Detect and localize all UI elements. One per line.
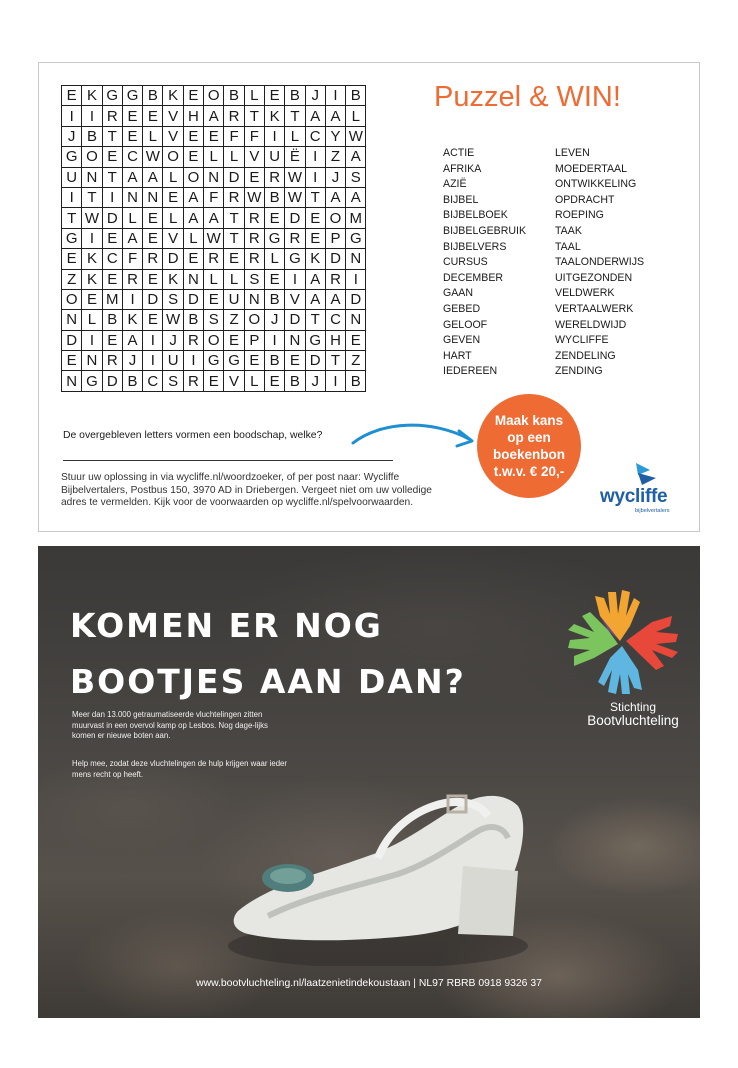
- grid-cell: E: [183, 126, 203, 146]
- grid-cell: D: [346, 289, 366, 309]
- grid-cell: T: [102, 126, 122, 146]
- grid-cell: E: [346, 330, 366, 350]
- word-list-column-2: [555, 146, 644, 380]
- grid-cell: B: [122, 371, 142, 391]
- word-list-item: ZENDELING: [555, 349, 616, 362]
- grid-cell: Z: [325, 147, 345, 167]
- word-list-item: ONTWIKKELING: [555, 178, 637, 191]
- grid-cell: E: [143, 310, 163, 330]
- grid-cell: K: [82, 86, 102, 106]
- puzzle-card: [38, 62, 700, 532]
- wycliffe-logo: [598, 461, 684, 521]
- grid-cell: G: [102, 86, 122, 106]
- grid-cell: A: [305, 269, 325, 289]
- grid-cell: D: [183, 289, 203, 309]
- grid-row: [62, 167, 366, 187]
- grid-cell: W: [244, 187, 264, 207]
- grid-cell: B: [264, 187, 284, 207]
- grid-cell: W: [346, 126, 366, 146]
- grid-cell: I: [305, 167, 325, 187]
- grid-cell: J: [62, 126, 82, 146]
- grid-cell: V: [163, 126, 183, 146]
- grid-cell: E: [305, 208, 325, 228]
- grid-cell: W: [204, 228, 224, 248]
- grid-cell: D: [102, 371, 122, 391]
- grid-cell: E: [264, 86, 284, 106]
- grid-cell: B: [143, 86, 163, 106]
- grid-cell: I: [143, 351, 163, 371]
- grid-cell: T: [325, 351, 345, 371]
- grid-cell: E: [204, 289, 224, 309]
- grid-cell: L: [204, 147, 224, 167]
- grid-cell: A: [305, 106, 325, 126]
- grid-cell: F: [224, 126, 244, 146]
- grid-cell: T: [305, 187, 325, 207]
- word-list-item: BIJBEL: [443, 193, 479, 206]
- grid-cell: A: [325, 187, 345, 207]
- grid-cell: L: [264, 249, 284, 269]
- grid-cell: N: [82, 167, 102, 187]
- word-list-item: MOEDERTAAL: [555, 162, 628, 175]
- grid-cell: H: [183, 106, 203, 126]
- grid-cell: E: [224, 330, 244, 350]
- grid-cell: K: [122, 310, 142, 330]
- grid-cell: J: [305, 371, 325, 391]
- grid-cell: C: [122, 147, 142, 167]
- grid-cell: A: [325, 106, 345, 126]
- grid-cell: I: [264, 330, 284, 350]
- grid-cell: R: [183, 330, 203, 350]
- grid-cell: B: [183, 310, 203, 330]
- headline-line-1: KOMEN ER NOG: [70, 606, 383, 645]
- grid-cell: U: [224, 289, 244, 309]
- word-list-item: WYCLIFFE: [555, 334, 609, 347]
- grid-cell: R: [102, 351, 122, 371]
- grid-cell: E: [183, 86, 203, 106]
- grid-row: [62, 351, 366, 371]
- ad-paragraph-2: Help mee, zodat deze vluchtelingen de hulp krijgen waar ieder mens recht op heeft.: [72, 759, 287, 779]
- grid-cell: I: [346, 269, 366, 289]
- grid-cell: C: [102, 249, 122, 269]
- grid-cell: E: [224, 249, 244, 269]
- grid-cell: D: [305, 351, 325, 371]
- grid-cell: J: [122, 351, 142, 371]
- grid-cell: N: [204, 167, 224, 187]
- grid-cell: G: [224, 351, 244, 371]
- grid-row: [62, 228, 366, 248]
- grid-cell: T: [102, 167, 122, 187]
- word-list-item: VERTAALWERK: [555, 302, 634, 315]
- grid-cell: E: [102, 147, 122, 167]
- grid-cell: V: [163, 228, 183, 248]
- grid-cell: I: [62, 187, 82, 207]
- grid-cell: L: [244, 371, 264, 391]
- word-list-item: ACTIE: [443, 147, 475, 159]
- grid-cell: E: [122, 126, 142, 146]
- grid-cell: F: [122, 249, 142, 269]
- grid-cell: H: [325, 330, 345, 350]
- grid-cell: K: [82, 269, 102, 289]
- grid-cell: K: [163, 269, 183, 289]
- word-list-item: GEBED: [443, 302, 481, 315]
- grid-cell: G: [264, 228, 284, 248]
- grid-cell: A: [346, 187, 366, 207]
- grid-cell: E: [244, 167, 264, 187]
- grid-cell: N: [62, 310, 82, 330]
- grid-cell: O: [204, 330, 224, 350]
- grid-cell: E: [143, 228, 163, 248]
- grid-cell: C: [325, 310, 345, 330]
- grid-cell: I: [102, 187, 122, 207]
- grid-cell: E: [264, 371, 284, 391]
- grid-cell: B: [102, 310, 122, 330]
- grid-cell: N: [183, 269, 203, 289]
- word-list-item: AZIË: [443, 178, 467, 191]
- grid-cell: O: [183, 167, 203, 187]
- grid-cell: R: [285, 228, 305, 248]
- grid-cell: P: [244, 330, 264, 350]
- grid-cell: E: [183, 249, 203, 269]
- ad-paragraph-1: Meer dan 13.000 getraumatiseerde vluchtelingen zitten muurvast in een overvol kamp op Lesbos. Nog dage-lijks komen er nieuwe boten aan.: [72, 710, 268, 741]
- grid-cell: L: [285, 126, 305, 146]
- grid-cell: G: [62, 147, 82, 167]
- grid-cell: R: [244, 249, 264, 269]
- logo-wordmark: wycliffe: [600, 486, 668, 507]
- grid-row: [62, 208, 366, 228]
- grid-row: [62, 371, 366, 391]
- grid-cell: E: [183, 147, 203, 167]
- grid-cell: N: [244, 289, 264, 309]
- grid-cell: A: [183, 187, 203, 207]
- grid-cell: R: [224, 187, 244, 207]
- grid-cell: N: [82, 351, 102, 371]
- grid-cell: K: [305, 249, 325, 269]
- word-list-item: BIJBELGEBRUIK: [443, 224, 527, 237]
- grid-cell: T: [224, 228, 244, 248]
- grid-cell: I: [82, 330, 102, 350]
- grid-cell: L: [204, 269, 224, 289]
- grid-cell: D: [224, 167, 244, 187]
- grid-cell: W: [143, 147, 163, 167]
- grid-cell: E: [102, 269, 122, 289]
- grid-cell: T: [305, 310, 325, 330]
- grid-cell: S: [163, 289, 183, 309]
- advertisement-card: [38, 546, 700, 1018]
- grid-cell: T: [285, 106, 305, 126]
- grid-cell: V: [224, 371, 244, 391]
- grid-cell: E: [143, 269, 163, 289]
- grid-cell: T: [82, 187, 102, 207]
- grid-cell: I: [62, 106, 82, 126]
- word-list-item: CURSUS: [443, 256, 488, 269]
- grid-cell: N: [62, 371, 82, 391]
- grid-cell: S: [244, 269, 264, 289]
- grid-row: [62, 147, 366, 167]
- grid-row: [62, 86, 366, 106]
- grid-cell: L: [143, 126, 163, 146]
- grid-cell: N: [285, 330, 305, 350]
- grid-cell: S: [346, 167, 366, 187]
- colored-hands-logo-icon: [560, 586, 690, 696]
- grid-cell: O: [244, 310, 264, 330]
- grid-cell: A: [325, 289, 345, 309]
- grid-cell: A: [204, 208, 224, 228]
- grid-cell: E: [305, 228, 325, 248]
- grid-cell: R: [244, 228, 264, 248]
- headline-line-2: BOOTJES AAN DAN?: [70, 662, 466, 701]
- grid-cell: G: [204, 351, 224, 371]
- grid-cell: G: [122, 86, 142, 106]
- grid-cell: Z: [62, 269, 82, 289]
- grid-cell: I: [183, 351, 203, 371]
- grid-row: [62, 106, 366, 126]
- grid-cell: D: [62, 330, 82, 350]
- prize-line-2: op een: [507, 430, 551, 445]
- grid-cell: R: [102, 106, 122, 126]
- grid-cell: D: [143, 289, 163, 309]
- grid-cell: V: [285, 289, 305, 309]
- ad-headline: [70, 598, 466, 710]
- grid-cell: Ë: [285, 147, 305, 167]
- prize-line-4: t.w.v. € 20,-: [493, 464, 565, 479]
- grid-row: [62, 187, 366, 207]
- word-list-item: TAAK: [555, 224, 582, 237]
- grid-cell: E: [244, 351, 264, 371]
- grid-cell: S: [163, 371, 183, 391]
- grid-cell: A: [204, 106, 224, 126]
- grid-cell: E: [62, 86, 82, 106]
- word-list-item: ZENDING: [555, 365, 603, 378]
- grid-cell: E: [204, 371, 224, 391]
- grid-cell: R: [204, 249, 224, 269]
- grid-cell: W: [82, 208, 102, 228]
- grid-cell: A: [305, 289, 325, 309]
- prize-line-1: Maak kans: [494, 413, 564, 428]
- grid-cell: L: [183, 228, 203, 248]
- grid-cell: J: [264, 310, 284, 330]
- grid-cell: O: [163, 147, 183, 167]
- grid-cell: A: [346, 147, 366, 167]
- grid-cell: Z: [224, 310, 244, 330]
- word-list-item: HART: [443, 349, 472, 362]
- grid-cell: I: [305, 147, 325, 167]
- grid-cell: J: [163, 330, 183, 350]
- grid-cell: D: [163, 249, 183, 269]
- word-list-item: LEVEN: [555, 147, 590, 159]
- org-line-1: Stichting: [609, 700, 657, 714]
- grid-row: [62, 310, 366, 330]
- grid-cell: R: [143, 249, 163, 269]
- grid-cell: N: [346, 249, 366, 269]
- grid-cell: O: [82, 147, 102, 167]
- grid-cell: J: [325, 167, 345, 187]
- word-search-grid: [61, 85, 366, 392]
- grid-cell: E: [264, 269, 284, 289]
- grid-row: [62, 126, 366, 146]
- grid-cell: G: [82, 371, 102, 391]
- grid-cell: R: [183, 371, 203, 391]
- grid-cell: W: [163, 310, 183, 330]
- curved-arrow-icon: [351, 419, 481, 453]
- grid-cell: Z: [346, 351, 366, 371]
- grid-cell: I: [143, 330, 163, 350]
- logo-subtitle: bijbelvertalers: [635, 508, 670, 514]
- grid-cell: N: [143, 187, 163, 207]
- grid-cell: O: [325, 208, 345, 228]
- grid-cell: E: [285, 351, 305, 371]
- grid-cell: U: [264, 147, 284, 167]
- grid-cell: A: [183, 208, 203, 228]
- grid-cell: E: [82, 289, 102, 309]
- grid-cell: W: [285, 167, 305, 187]
- grid-cell: D: [285, 208, 305, 228]
- prize-badge: [477, 394, 581, 498]
- grid-cell: K: [82, 249, 102, 269]
- word-list-item: ROEPING: [555, 209, 604, 222]
- grid-cell: O: [62, 289, 82, 309]
- grid-cell: G: [346, 228, 366, 248]
- grid-cell: D: [325, 249, 345, 269]
- grid-cell: C: [143, 371, 163, 391]
- grid-cell: B: [346, 86, 366, 106]
- grid-cell: L: [244, 86, 264, 106]
- submission-instructions: Stuur uw oplossing in via wycliffe.nl/woordzoeker, of per post naar: Wycliffe Bijbelvertalers, Postbus 150, 3970 AD in Driebergen. Vergeet niet om uw volledige adres te vermelden. Kijk voor de voorwaarden op wycliffe.nl/spelvoorwaarden.: [61, 472, 432, 509]
- grid-cell: L: [163, 167, 183, 187]
- wycliffe-mark-icon: [598, 461, 684, 489]
- grid-cell: A: [143, 167, 163, 187]
- grid-cell: F: [204, 187, 224, 207]
- grid-cell: L: [122, 208, 142, 228]
- grid-cell: E: [143, 208, 163, 228]
- grid-cell: I: [264, 126, 284, 146]
- grid-cell: E: [204, 126, 224, 146]
- grid-cell: B: [82, 126, 102, 146]
- grid-cell: M: [102, 289, 122, 309]
- word-list-item: TAALONDERWIJS: [555, 256, 645, 269]
- grid-cell: R: [122, 269, 142, 289]
- grid-cell: Y: [325, 126, 345, 146]
- word-list-column-1: [443, 146, 526, 380]
- grid-cell: N: [346, 310, 366, 330]
- grid-cell: E: [102, 228, 122, 248]
- grid-cell: E: [62, 249, 82, 269]
- word-list-item: AFRIKA: [443, 162, 482, 175]
- grid-cell: L: [82, 310, 102, 330]
- organization-name: [578, 701, 688, 727]
- grid-cell: M: [346, 208, 366, 228]
- grid-cell: I: [82, 228, 102, 248]
- word-list-item: IEDEREEN: [443, 365, 498, 378]
- grid-cell: O: [204, 86, 224, 106]
- grid-cell: G: [62, 228, 82, 248]
- grid-cell: D: [102, 208, 122, 228]
- grid-cell: F: [244, 126, 264, 146]
- grid-cell: A: [122, 330, 142, 350]
- grid-cell: G: [305, 330, 325, 350]
- word-list-item: GEVEN: [443, 334, 481, 347]
- grid-cell: I: [325, 86, 345, 106]
- grid-cell: P: [325, 228, 345, 248]
- grid-cell: T: [62, 208, 82, 228]
- grid-cell: E: [122, 106, 142, 126]
- grid-cell: R: [244, 208, 264, 228]
- grid-cell: B: [264, 351, 284, 371]
- message-prompt: De overgebleven letters vormen een boodschap, welke?: [63, 430, 323, 441]
- word-list-item: BIJBELBOEK: [443, 209, 508, 222]
- grid-row: [62, 269, 366, 289]
- grid-cell: T: [224, 208, 244, 228]
- puzzle-title: Puzzel & WIN!: [434, 81, 621, 113]
- grid-cell: R: [264, 167, 284, 187]
- grid-cell: W: [285, 187, 305, 207]
- grid-cell: R: [325, 269, 345, 289]
- word-list-item: GELOOF: [443, 318, 488, 331]
- word-list-item: VELDWERK: [555, 287, 615, 300]
- word-list-item: TAAL: [555, 240, 581, 253]
- grid-cell: U: [163, 351, 183, 371]
- grid-cell: V: [244, 147, 264, 167]
- grid-cell: L: [224, 147, 244, 167]
- grid-cell: E: [143, 106, 163, 126]
- word-list-item: OPDRACHT: [555, 193, 615, 206]
- grid-cell: A: [122, 228, 142, 248]
- grid-cell: D: [285, 310, 305, 330]
- grid-cell: K: [163, 86, 183, 106]
- grid-row: [62, 330, 366, 350]
- word-list-item: BIJBELVERS: [443, 240, 507, 253]
- grid-cell: L: [346, 106, 366, 126]
- grid-row: [62, 289, 366, 309]
- grid-cell: S: [204, 310, 224, 330]
- prize-line-3: boekenbon: [492, 447, 565, 462]
- grid-cell: A: [122, 167, 142, 187]
- grid-cell: B: [346, 371, 366, 391]
- grid-cell: B: [285, 371, 305, 391]
- grid-cell: E: [102, 330, 122, 350]
- grid-cell: J: [305, 86, 325, 106]
- grid-cell: B: [224, 86, 244, 106]
- grid-cell: G: [285, 249, 305, 269]
- grid-cell: I: [325, 371, 345, 391]
- word-list-item: UITGEZONDEN: [555, 271, 633, 284]
- word-list-item: WERELDWIJD: [555, 318, 627, 331]
- grid-cell: R: [224, 106, 244, 126]
- answer-line: [63, 460, 393, 461]
- ad-footer: www.bootvluchteling.nl/laatzenietindekoustaan | NL97 RBRB 0918 9326 37: [196, 978, 542, 989]
- grid-cell: U: [62, 167, 82, 187]
- grid-cell: T: [244, 106, 264, 126]
- grid-cell: B: [264, 289, 284, 309]
- grid-cell: N: [122, 187, 142, 207]
- grid-cell: E: [62, 351, 82, 371]
- grid-cell: I: [122, 289, 142, 309]
- grid-cell: E: [264, 208, 284, 228]
- grid-row: [62, 249, 366, 269]
- grid-cell: L: [163, 208, 183, 228]
- word-list-item: DECEMBER: [443, 271, 504, 284]
- grid-cell: K: [264, 106, 284, 126]
- grid-cell: I: [82, 106, 102, 126]
- org-line-2: Bootvluchteling: [587, 713, 679, 728]
- grid-cell: B: [285, 86, 305, 106]
- word-list-item: GAAN: [443, 287, 474, 300]
- grid-cell: V: [163, 106, 183, 126]
- grid-cell: L: [224, 269, 244, 289]
- grid-cell: I: [285, 269, 305, 289]
- grid-cell: C: [305, 126, 325, 146]
- grid-cell: E: [163, 187, 183, 207]
